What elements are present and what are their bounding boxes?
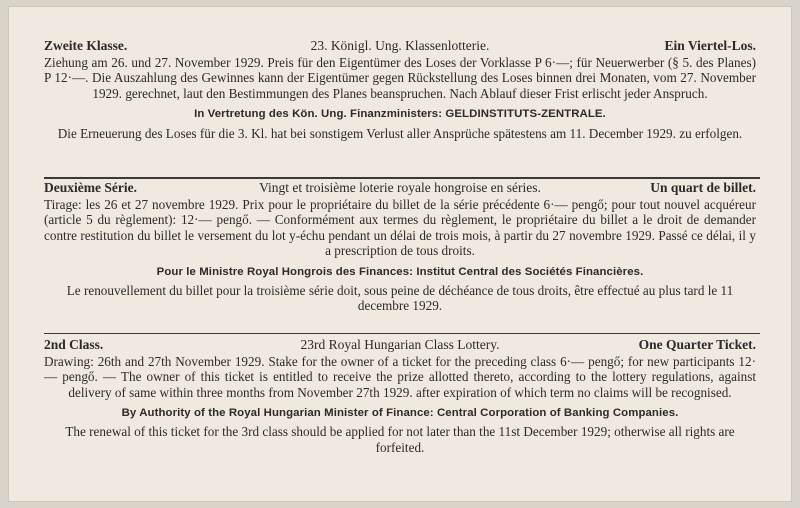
- english-lottery-name: 23rd Royal Hungarian Class Lottery.: [300, 337, 500, 352]
- german-class-label: Zweite Klasse.: [44, 38, 128, 53]
- french-header: [44, 180, 756, 197]
- english-terms: Drawing: 26th and 27th November 1929. Stake for the owner of a ticket for the preceding class 6·— pengő; for new participants 12·— pengő. — The owner of this ticket is entitled to receive the prize allotted thereto, according to the lottery regulations, against delivery of same within three months from November 27th 1929. after expiration of which term no claims will be recognised.: [44, 354, 756, 400]
- german-renewal: Die Erneuerung des Loses für die 3. Kl. hat bei sonstigem Verlust aller Ansprüche spätestens am 11. December 1929. zu erfolgen.: [57, 126, 743, 142]
- german-lottery-name: 23. Königl. Ung. Klassenlotterie.: [310, 38, 490, 53]
- german-terms: Ziehung am 26. und 27. November 1929. Preis für den Eigentümer des Loses der Vorklasse P 6·—; für Neuerwerber (§ 5. des Planes) P 12·—. Die Auszahlung des Gewinnes kann der Eigentümer gegen Rückstellung des Loses binnen drei Monaten, vom 27. November 1929. gerechnet, laut den Bestimmungen des Planes beanspruchen. Nach Ablauf dieser Frist erlischt jeder Anspruch.: [44, 55, 756, 101]
- english-section: [44, 337, 756, 455]
- french-section: [44, 180, 756, 313]
- english-ticket-type: One Quarter Ticket.: [638, 337, 756, 352]
- english-header: [44, 337, 756, 354]
- english-class-label: 2nd Class.: [44, 337, 104, 352]
- french-authority: Pour le Ministre Royal Hongrois des Finances: Institut Central des Sociétés Financières.: [156, 265, 644, 278]
- german-ticket-type: Ein Viertel-Los.: [664, 38, 756, 53]
- german-section: [44, 38, 756, 142]
- german-authority: In Vertretung des Kön. Ung. Finanzministers: GELDINSTITUTS-ZENTRALE.: [194, 108, 606, 121]
- french-ticket-type: Un quart de billet.: [650, 180, 756, 195]
- english-renewal: The renewal of this ticket for the 3rd class should be applied for not later than the 11st December 1929; otherwise all rights are forfeited.: [65, 424, 735, 455]
- german-header: [44, 38, 756, 55]
- french-terms: Tirage: les 26 et 27 novembre 1929. Prix pour le propriétaire du billet de la série précédente 6·— pengő; pour tout nouvel acquéreur (article 5 du règlement): 12·— pengő. — Conformément aux termes du règlement, le propriétaire du billet a le droit de demander contre restitution du billet le versement du lot y-échu pendant un délai de trois mois, à partir du 27 novembre 1929. Passé ce délai, il y a prescription de tous droits.: [44, 197, 756, 259]
- english-authority: By Authority of the Royal Hungarian Minister of Finance: Central Corporation of Banking Companies.: [121, 407, 679, 420]
- divider-french-english: [44, 333, 760, 334]
- french-lottery-name: Vingt et troisième loterie royale hongroise en séries.: [259, 180, 541, 195]
- divider-german-french: [44, 177, 760, 179]
- french-renewal: Le renouvellement du billet pour la troisième série doit, sous peine de déchéance de tous droits, être effectué au plus tard le 11 decembre 1929.: [66, 282, 734, 314]
- french-class-label: Deuxième Série.: [44, 180, 137, 195]
